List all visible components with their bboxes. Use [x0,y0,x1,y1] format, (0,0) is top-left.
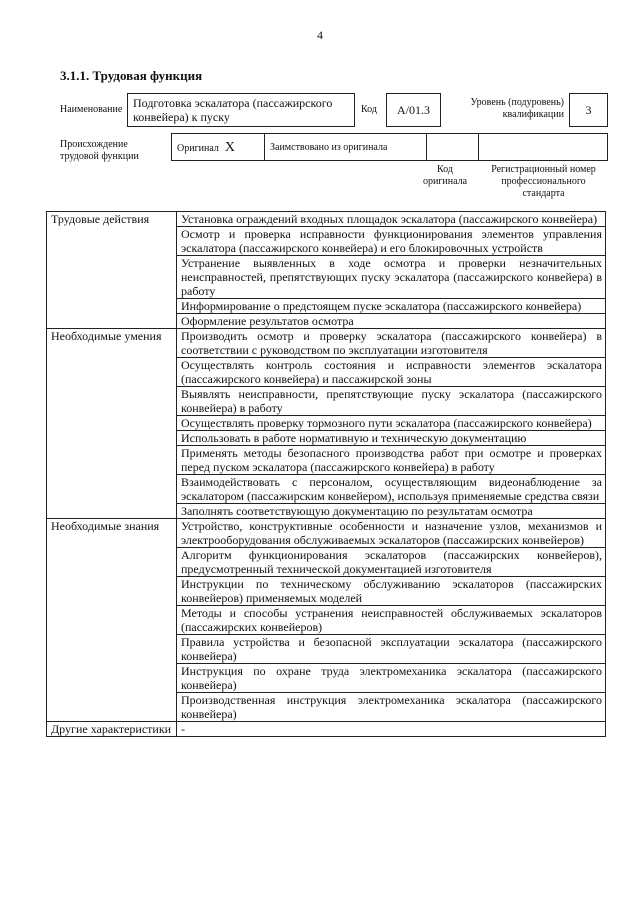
origin-divider [478,134,479,160]
section-heading: Трудовые действия [47,212,177,329]
requirement-item: Инструкции по техническому обслуживанию эскалаторов (пассажирских конвейеров) применяемых моделей [177,577,606,606]
requirement-item: Алгоритм функционирования эскалаторов (пассажирских конвейеров), предусмотренный технической документацией изготовителя [177,548,606,577]
requirement-item: Применять методы безопасного производства работ при осмотре и проверках перед пуском эскалатора (пассажирского конвейера) в работу [177,446,606,475]
requirement-item: Выявлять неисправности, препятствующие пуску эскалатора (пассажирского конвейера) в работу [177,387,606,416]
requirement-item: Правила устройства и безопасной эксплуатации эскалатора (пассажирского конвейера) [177,635,606,664]
requirement-item: - [177,722,606,737]
original-label: Оригинал [177,143,219,154]
qualification-level-value: 3 [569,93,608,127]
name-label: Наименование [60,104,123,115]
requirement-item: Установка ограждений входных площадок эскалатора (пассажирского конвейера) [177,212,606,227]
qualification-level-label: Уровень (подуровень) квалификации [470,97,564,120]
table-row [47,329,606,358]
requirement-item: Использовать в работе нормативную и техническую документацию [177,431,606,446]
requirements-table [46,211,606,737]
origin-label: Происхождение трудовой функции [60,139,139,162]
code-original-label: Код оригинала [422,164,468,187]
requirement-item: Осмотр и проверка исправности функционирования элементов управления эскалатора (пассажирского конвейера) и его блокировочных устройств [177,227,606,256]
requirement-item: Устройство, конструктивные особенности и назначение узлов, механизмов и электрооборудования обслуживаемых эскалаторов (пассажирских конвейеров) [177,519,606,548]
origin-box [171,133,608,161]
reg-number-label: Регистрационный номер профессионального стандарта [491,164,596,199]
requirement-item: Взаимодействовать с персоналом, осуществляющим видеонаблюдение за эскалатором (пассажирским конвейером), используя применяемые средства связи [177,475,606,504]
section-heading: Другие характеристики [47,722,177,737]
section-heading: Необходимые знания [47,519,177,722]
name-value: Подготовка эскалатора (пассажирского конвейера) к пуску [127,93,355,127]
code-label: Код [361,104,377,115]
borrowed-label: Заимствовано из оригинала [270,142,388,153]
code-value: А/01.3 [386,93,441,127]
requirement-item: Информирование о предстоящем пуске эскалатора (пассажирского конвейера) [177,299,606,314]
section-heading: Необходимые умения [47,329,177,519]
page-number: 4 [317,28,323,42]
requirement-item: Осуществлять проверку тормозного пути эскалатора (пассажирского конвейера) [177,416,606,431]
requirement-item: Осуществлять контроль состояния и исправности элементов эскалатора (пассажирского конвейера) и пассажирской зоны [177,358,606,387]
section-title: 3.1.1. Трудовая функция [60,68,203,83]
requirement-item: Инструкция по охране труда электромеханика эскалатора (пассажирского конвейера) [177,664,606,693]
requirement-item: Методы и способы устранения неисправностей обслуживаемых эскалаторов (пассажирских конвейеров) [177,606,606,635]
original-cell [177,142,235,155]
original-mark: X [224,140,236,155]
origin-divider [426,134,427,160]
requirement-item: Оформление результатов осмотра [177,314,606,329]
requirement-item: Заполнять соответствующую документацию по результатам осмотра [177,504,606,519]
table-row [47,212,606,227]
table-row [47,519,606,548]
requirement-item: Производственная инструкция электромеханика эскалатора (пассажирского конвейера) [177,693,606,722]
requirement-item: Производить осмотр и проверку эскалатора (пассажирского конвейера) в соответствии с руководством по эксплуатации изготовителя [177,329,606,358]
origin-divider [264,134,265,160]
table-row [47,722,606,737]
requirement-item: Устранение выявленных в ходе осмотра и проверки незначительных неисправностей, препятствующих пуску эскалатора (пассажирского конвейера) в работу [177,256,606,299]
